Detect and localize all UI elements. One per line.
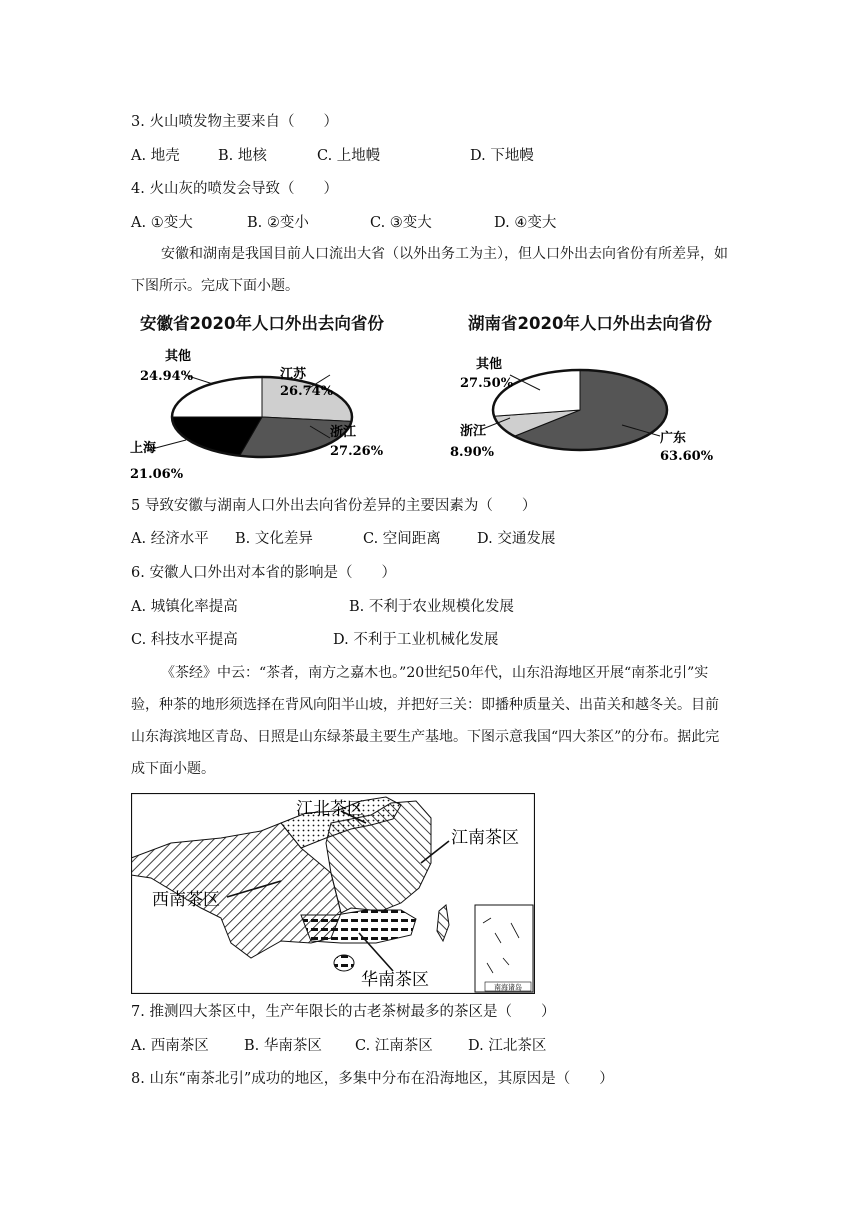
pie-value-0-1: 27.26%: [330, 444, 384, 459]
map-label-jiangnan: 江南茶区: [451, 828, 519, 848]
q6-option-d[interactable]: D. 不利于工业机械化发展: [333, 632, 499, 648]
q4-option-a[interactable]: A. ①变大: [131, 215, 193, 231]
intro-paragraph-tea: 《茶经》中云：“茶者，南方之嘉木也。”20世纪50年代，山东沿海地区开展“南茶北引”实验，种茶的地形须选择在背风向阳半山坡，并把好三关：即播种质量关、出苗关和越冬关。目前山东海滨地区青岛、日照是山东绿茶最主要生产基地。下图示意我国“四大茶区”的分布。据此完成下面小题。: [131, 665, 720, 777]
pie-label-0-2: 上海: [130, 441, 157, 456]
pie-label-0-1: 浙江: [330, 425, 357, 440]
tea-regions-map: [131, 793, 535, 994]
q5-option-a[interactable]: A. 经济水平: [131, 531, 209, 547]
pie-value-1-1: 8.90%: [450, 445, 495, 460]
q5-option-d[interactable]: D. 交通发展: [477, 531, 556, 547]
q5-option-b[interactable]: B. 文化差异: [235, 531, 313, 547]
pie-label-0-3: 其他: [165, 349, 192, 364]
q7-option-c[interactable]: C. 江南茶区: [355, 1038, 433, 1054]
pie-value-1-2: 27.50%: [460, 376, 514, 391]
question-4-stem: 4. 火山灰的喷发会导致（ ）: [131, 181, 338, 197]
pie-value-1-0: 63.60%: [660, 449, 714, 464]
question-7-stem: 7. 推测四大茶区中，生产年限长的古老茶树最多的茶区是（ ）: [131, 1004, 556, 1020]
pie-value-0-2: 21.06%: [130, 467, 184, 482]
question-3-stem: 3. 火山喷发物主要来自（ ）: [131, 114, 338, 130]
map-label-jiangbei: 江北茶区: [296, 799, 364, 819]
q7-option-a[interactable]: A. 西南茶区: [131, 1038, 209, 1054]
q7-option-d[interactable]: D. 江北茶区: [468, 1038, 547, 1054]
map-label-huanan: 华南茶区: [361, 970, 429, 990]
q3-option-c[interactable]: C. 上地幔: [317, 148, 381, 164]
map-label-xinan: 西南茶区: [152, 890, 220, 910]
question-6-stem: 6. 安徽人口外出对本省的影响是（ ）: [131, 565, 396, 581]
pie-value-0-3: 24.94%: [140, 369, 194, 384]
intro-paragraph-population: 安徽和湖南是我国目前人口流出大省（以外出务工为主），但人口外出去向省份有所差异，如下图所示。完成下面小题。: [131, 246, 728, 294]
pie-label-1-1: 浙江: [460, 424, 487, 439]
q6-option-b[interactable]: B. 不利于农业规模化发展: [349, 599, 514, 615]
pie-label-1-0: 广东: [660, 431, 687, 446]
pie-label-1-2: 其他: [476, 357, 503, 372]
q3-option-b[interactable]: B. 地核: [218, 148, 267, 164]
pie-charts: [0, 340, 860, 490]
question-5-stem: 5 导致安徽与湖南人口外出去向省份差异的主要因素为（ ）: [131, 498, 537, 514]
q4-option-c[interactable]: C. ③变大: [370, 215, 432, 231]
question-8-stem: 8. 山东“南茶北引”成功的地区，多集中分布在沿海地区，其原因是（ ）: [131, 1071, 614, 1087]
q3-option-d[interactable]: D. 下地幔: [470, 148, 534, 164]
chart-title-hunan: 湖南省2020年人口外出去向省份: [468, 314, 712, 333]
chart-title-anhui: 安徽省2020年人口外出去向省份: [140, 314, 384, 333]
map-inset-label: 南海诸岛: [494, 983, 522, 992]
q3-option-a[interactable]: A. 地壳: [131, 148, 180, 164]
q4-option-d[interactable]: D. ④变大: [494, 215, 557, 231]
pie-value-0-0: 26.74%: [280, 384, 334, 399]
q6-option-a[interactable]: A. 城镇化率提高: [131, 599, 238, 615]
q7-option-b[interactable]: B. 华南茶区: [244, 1038, 322, 1054]
pie-label-0-0: 江苏: [280, 367, 307, 382]
q4-option-b[interactable]: B. ②变小: [247, 215, 309, 231]
q6-option-c[interactable]: C. 科技水平提高: [131, 632, 238, 648]
q5-option-c[interactable]: C. 空间距离: [363, 531, 441, 547]
